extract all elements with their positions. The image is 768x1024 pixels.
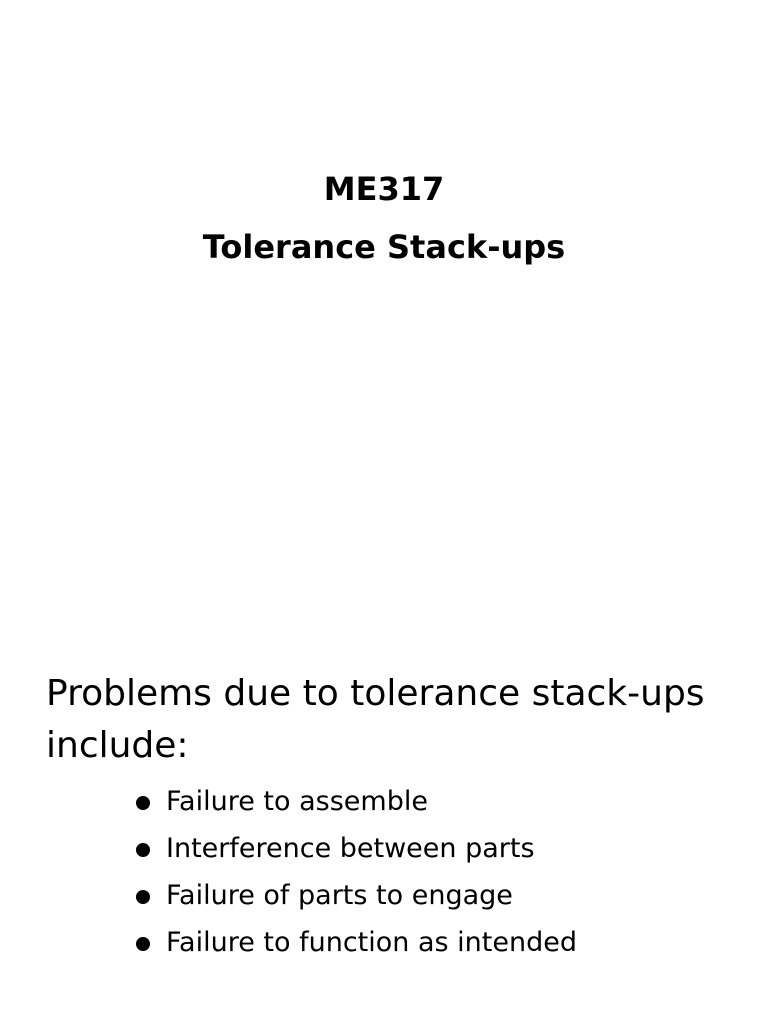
list-item-text: Failure of parts to engage bbox=[166, 880, 513, 911]
bullet-icon bbox=[136, 843, 150, 857]
title-block bbox=[0, 160, 768, 276]
list-item-text: Interference between parts bbox=[166, 833, 535, 864]
course-code-heading: ME317 bbox=[323, 170, 445, 208]
list-item bbox=[134, 778, 577, 825]
list-item bbox=[134, 825, 577, 872]
list-item-text: Failure to function as intended bbox=[166, 927, 577, 958]
bullet-icon bbox=[136, 890, 150, 904]
problems-section bbox=[46, 668, 746, 958]
bullet-icon bbox=[136, 937, 150, 951]
list-item bbox=[134, 872, 577, 919]
list-item-text: Failure to assemble bbox=[166, 786, 428, 817]
problems-intro-line-1: Problems due to tolerance stack-ups bbox=[46, 673, 705, 714]
bullet-icon bbox=[136, 796, 150, 810]
problems-intro-line-2: include: bbox=[46, 725, 189, 766]
problems-bullet-list bbox=[134, 778, 577, 966]
problems-intro bbox=[46, 668, 746, 772]
list-item bbox=[134, 919, 577, 966]
topic-heading: Tolerance Stack-ups bbox=[202, 228, 566, 266]
